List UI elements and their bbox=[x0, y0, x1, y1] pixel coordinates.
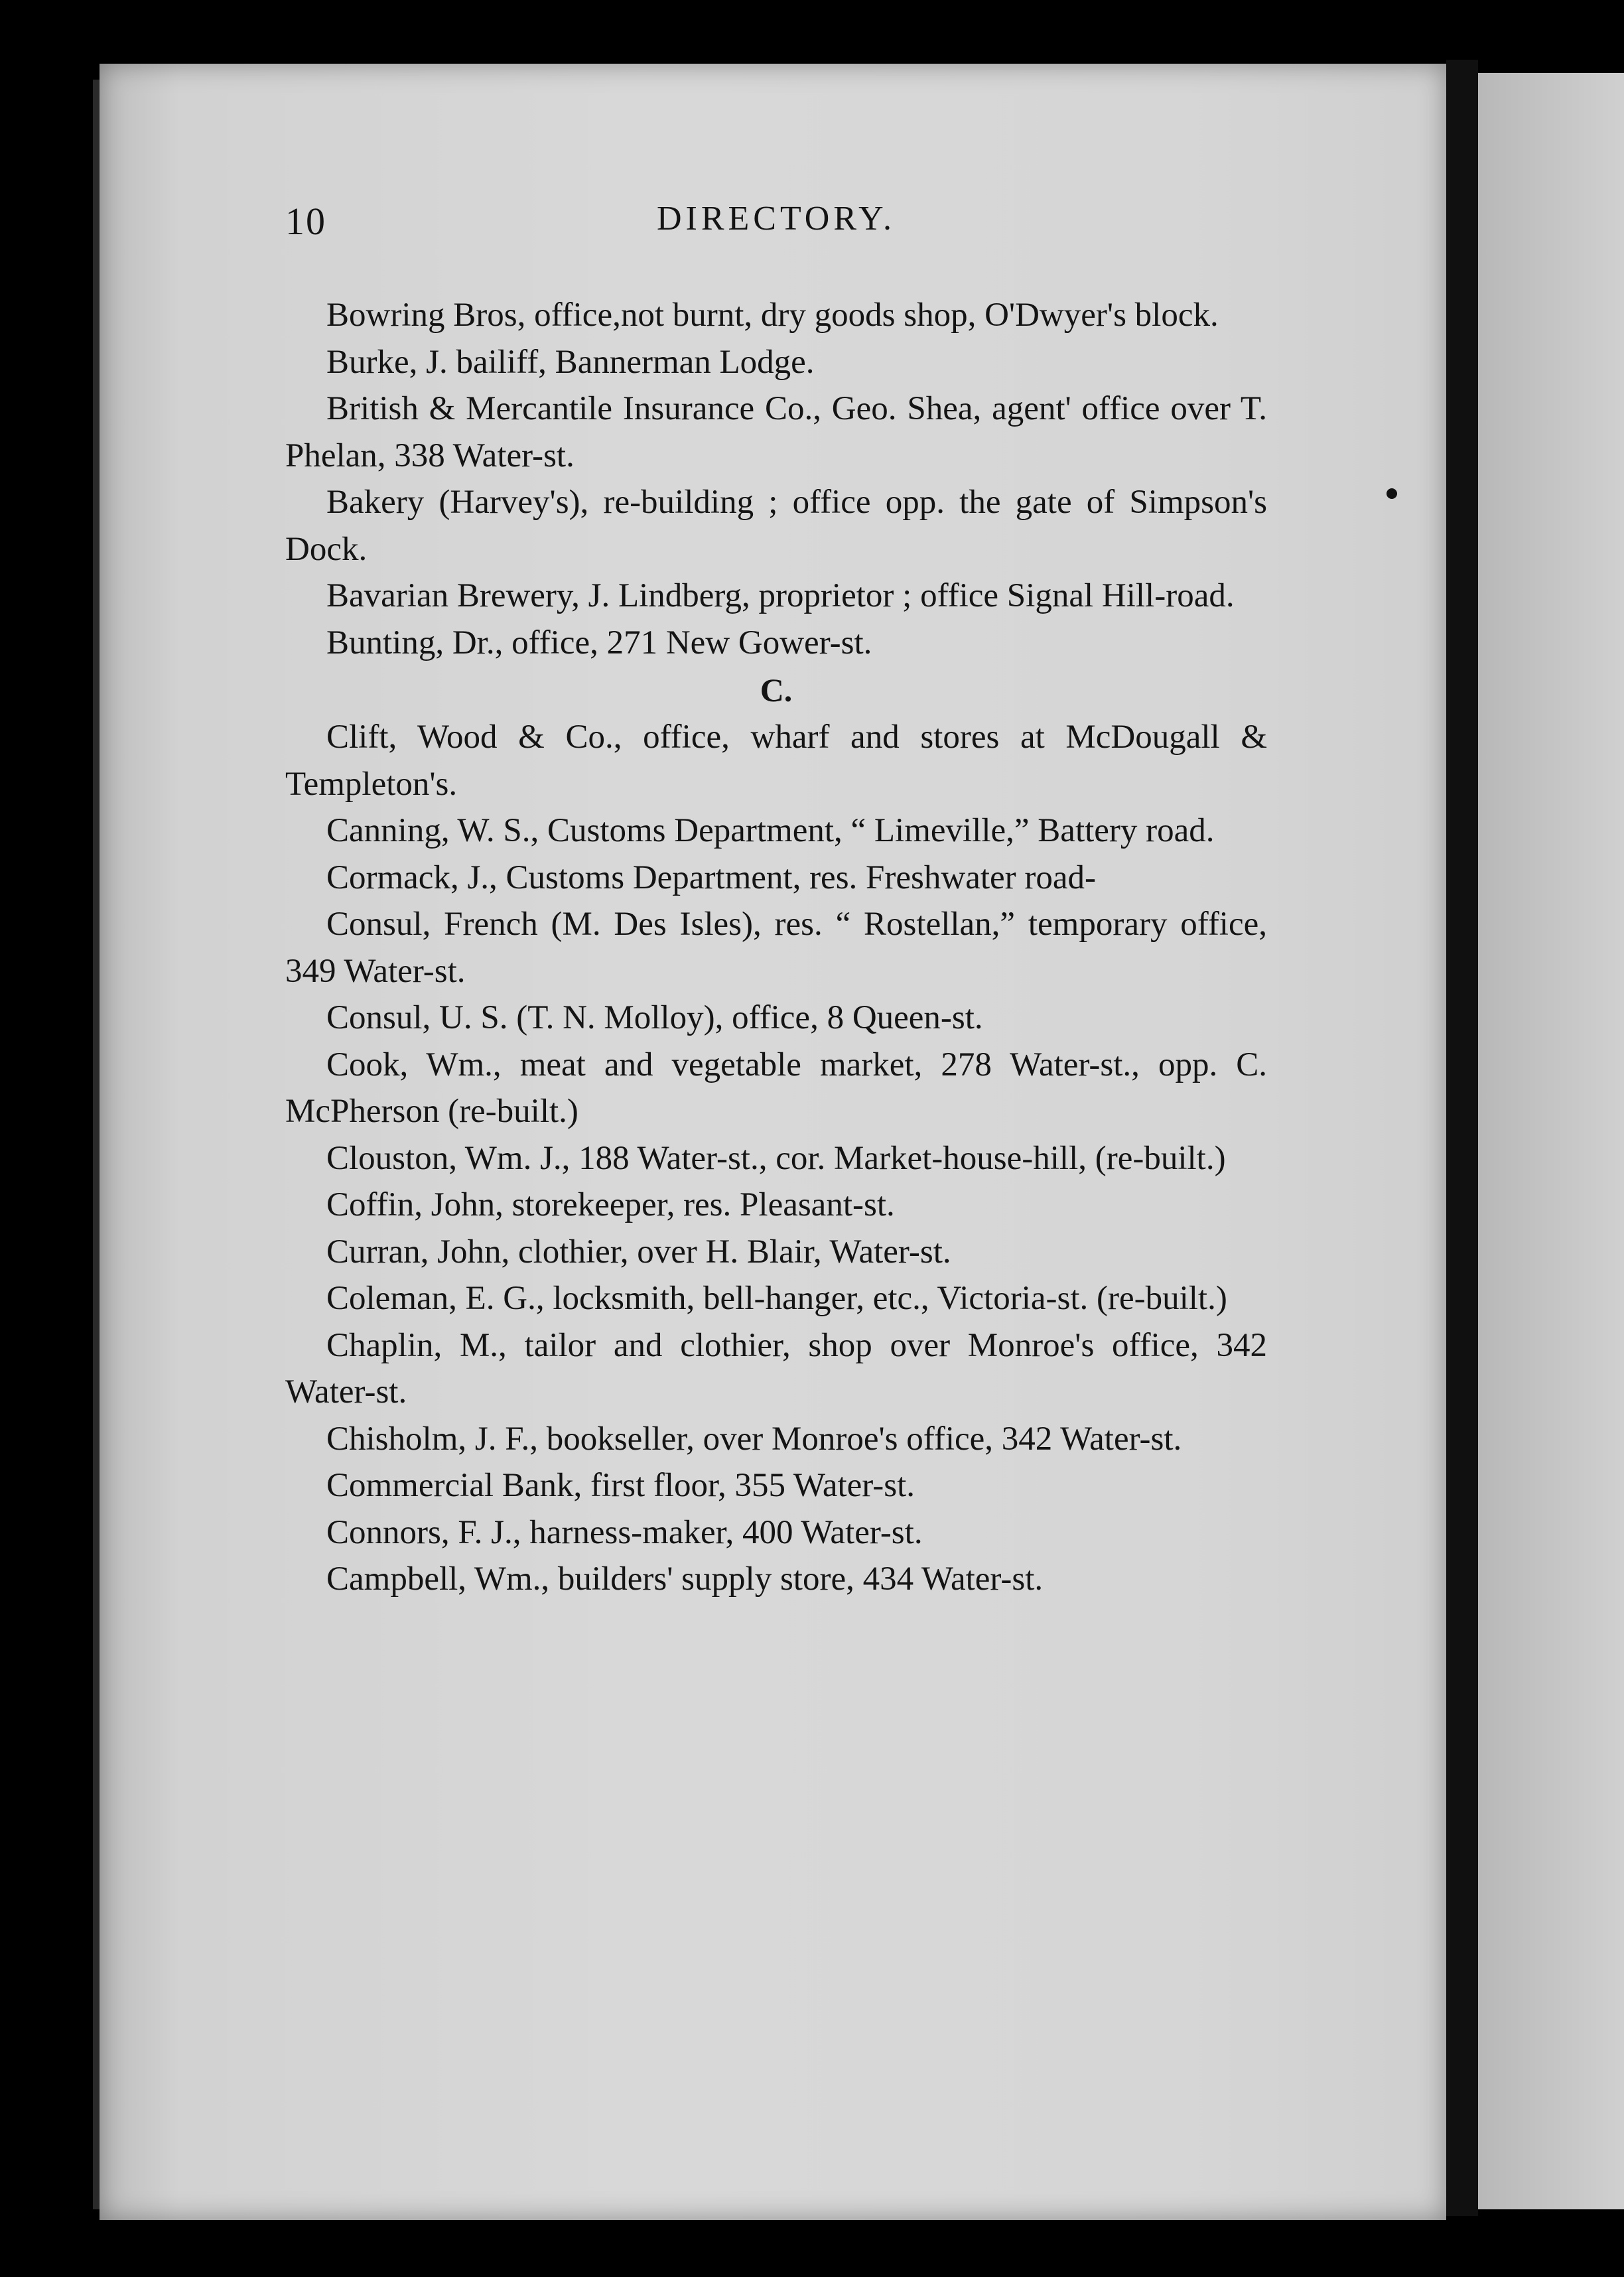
directory-entry: Canning, W. S., Customs Department, “ Limeville,” Battery road. bbox=[326, 812, 1215, 849]
directory-entry: Commercial Bank, first floor, 355 Water-st. bbox=[326, 1467, 915, 1504]
directory-entry: Cook, Wm., meat and vegetable market, 278 Water-st., opp. C. McPherson (re-built.) bbox=[285, 1046, 1267, 1130]
directory-entry: British & Mercantile Insurance Co., Geo. Shea, agent' office over T. Phelan, 338 Water-st. bbox=[285, 390, 1267, 474]
directory-entry: Bavarian Brewery, J. Lindberg, proprietor ; office Signal Hill-road. bbox=[326, 577, 1235, 614]
directory-entry: Coleman, E. G., locksmith, bell-hanger, etc., Victoria-st. (re-built.) bbox=[326, 1280, 1227, 1317]
ink-speck bbox=[1387, 488, 1397, 499]
page-header bbox=[285, 192, 1267, 252]
directory-entry: Consul, U. S. (T. N. Molloy), office, 8 Queen-st. bbox=[326, 999, 983, 1036]
directory-entries bbox=[285, 292, 1267, 1603]
book-gutter bbox=[1446, 60, 1478, 2216]
directory-entry: Bunting, Dr., office, 271 New Gower-st. bbox=[326, 624, 872, 661]
directory-entry: Bowring Bros, office,not burnt, dry goods shop, O'Dwyer's block. bbox=[326, 297, 1219, 334]
directory-entry: Bakery (Harvey's), re-building ; office opp. the gate of Simpson's Dock. bbox=[285, 484, 1267, 568]
directory-entry: Chaplin, M., tailor and clothier, shop over Monroe's office, 342 Water-st. bbox=[285, 1326, 1267, 1411]
directory-entry: Consul, French (M. Des Isles), res. “ Rostellan,” temporary office, 349 Water-st. bbox=[285, 906, 1267, 990]
directory-entry: Burke, J. bailiff, Bannerman Lodge. bbox=[326, 343, 815, 381]
facing-page-edge bbox=[1478, 73, 1624, 2209]
directory-entry: Chisholm, J. F., bookseller, over Monroe's office, 342 Water-st. bbox=[326, 1420, 1182, 1458]
directory-entry: Clouston, Wm. J., 188 Water-st., cor. Market-house-hill, (re-built.) bbox=[326, 1139, 1226, 1177]
directory-entry: Curran, John, clothier, over H. Blair, Water-st. bbox=[326, 1233, 951, 1271]
directory-entry: Campbell, Wm., builders' supply store, 434 Water-st. bbox=[326, 1560, 1044, 1598]
directory-entry: Connors, F. J., harness-maker, 400 Water-st. bbox=[326, 1513, 923, 1551]
directory-entry: Cormack, J., Customs Department, res. Freshwater road- bbox=[326, 859, 1096, 896]
page-number: 10 bbox=[285, 200, 326, 243]
running-head: DIRECTORY. bbox=[656, 200, 896, 238]
directory-entry: Coffin, John, storekeeper, res. Pleasant-st. bbox=[326, 1186, 895, 1223]
section-heading-c: C. bbox=[760, 671, 793, 709]
directory-entry: Clift, Wood & Co., office, wharf and stores at McDougall & Templeton's. bbox=[285, 719, 1267, 803]
